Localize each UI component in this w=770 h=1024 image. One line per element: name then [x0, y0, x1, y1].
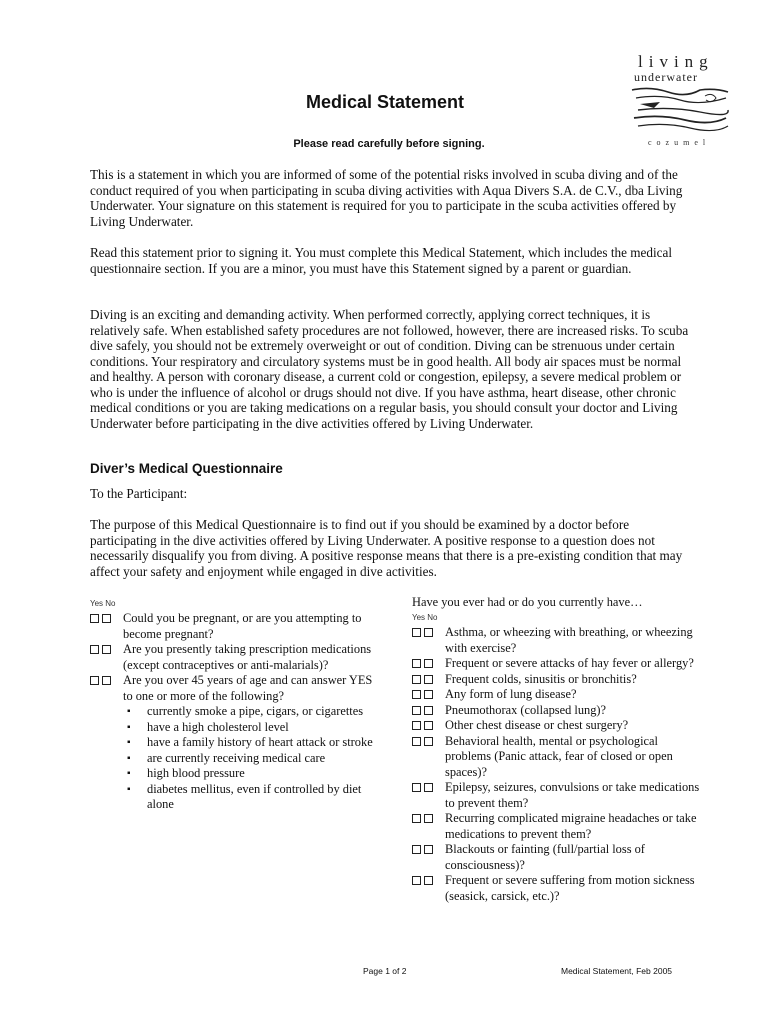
yes-checkbox[interactable]: [412, 737, 421, 746]
list-item: ▪ have a family history of heart attack or stroke: [123, 735, 380, 751]
yes-checkbox[interactable]: [412, 845, 421, 854]
yes-checkbox[interactable]: [412, 675, 421, 684]
yes-checkbox[interactable]: [412, 876, 421, 885]
no-checkbox[interactable]: [102, 676, 111, 685]
risks-paragraph: Diving is an exciting and demanding activity. When performed correctly, applying correct techniques, it is relatively safe. When established safety procedures are not followed, however, there are increased risks. To scuba dive safely, you should not be extremely overweight or out of condition. Diving can be strenuous under certain conditions. Your respiratory and circulatory systems must be in good health. All body air spaces must be normal and healthy. A person with coronary disease, a current cold or congestion, epilepsy, a severe medical problem or who is under the influence of alcohol or drugs should not dive. If you have asthma, heart disease, other chronic medical conditions or you are taking medications on a regular basis, you should consult your doctor and Living Underwater before participating in the dive activities offered by Living Underwater.: [90, 307, 689, 431]
questionnaire-heading: Diver’s Medical Questionnaire: [90, 461, 283, 476]
no-checkbox[interactable]: [424, 721, 433, 730]
question-text: Frequent or severe attacks of hay fever or allergy?: [445, 656, 694, 670]
list-item: ▪ have a high cholesterol level: [123, 720, 380, 736]
no-checkbox[interactable]: [424, 876, 433, 885]
question-item: [90, 673, 380, 704]
yes-checkbox[interactable]: [412, 706, 421, 715]
yes-checkbox[interactable]: [412, 628, 421, 637]
yes-checkbox[interactable]: [90, 676, 99, 685]
age-conditions-list: [90, 704, 380, 813]
question-item: [412, 734, 702, 781]
document-footer: Medical Statement, Feb 2005: [561, 966, 673, 976]
question-item: [412, 625, 702, 656]
question-item: [412, 718, 702, 734]
list-item: ▪ currently smoke a pipe, cigars, or cigarettes: [123, 704, 380, 720]
no-checkbox[interactable]: [424, 659, 433, 668]
question-text: Blackouts or fainting (full/partial loss of consciousness)?: [445, 842, 645, 872]
question-text: Epilepsy, seizures, convulsions or take medications to prevent them?: [445, 780, 700, 810]
no-checkbox[interactable]: [424, 814, 433, 823]
no-checkbox[interactable]: [424, 628, 433, 637]
question-item: [412, 873, 702, 904]
instructions-paragraph: Read this statement prior to signing it. You must complete this Medical Statement, which includes the medical questionnaire section. If you are a minor, you must have this Statement signed by a parent or guardian.: [90, 245, 672, 276]
no-checkbox[interactable]: [424, 783, 433, 792]
question-item: [412, 703, 702, 719]
question-text: Asthma, or wheezing with breathing, or wheezing with exercise?: [445, 625, 693, 655]
list-item: ▪ diabetes mellitus, even if controlled by diet alone: [123, 782, 380, 813]
question-text: Other chest disease or chest surgery?: [445, 718, 629, 732]
page-title: Medical Statement: [305, 92, 465, 112]
no-checkbox[interactable]: [424, 675, 433, 684]
right-column-intro: Have you ever had or do you currently have…: [412, 595, 643, 609]
question-text: Any form of lung disease?: [445, 687, 577, 701]
question-item: [412, 811, 702, 842]
yes-checkbox[interactable]: [412, 721, 421, 730]
yes-no-header: Yes No: [90, 599, 116, 608]
no-checkbox[interactable]: [102, 645, 111, 654]
logo-line-living: living: [638, 52, 714, 71]
intro-paragraph: This is a statement in which you are informed of some of the potential risks involved in scuba diving and of the conduct required of you when participating in scuba diving activities with Aqua Divers S.A. de C.V., dba Living Underwater. Your signature on this statement is required for you to participate in the scuba activities offered by Living Underwater.: [90, 167, 683, 229]
question-item: [412, 672, 702, 688]
question-text: Are you over 45 years of age and can answer YES to one or more of the following?: [123, 673, 373, 703]
questionnaire-intro-paragraph: The purpose of this Medical Questionnaire is to find out if you should be examined by a doctor before participating in the dive activities offered by Living Underwater. A positive response to a question does not necessarily disqualify you from diving. A positive response means that there is a pre-existing condition that may affect your safety and enjoyment while engaged in dive activities.: [90, 517, 683, 579]
logo-line-underwater: underwater: [634, 70, 698, 84]
page-subtitle: Please read carefully before signing.: [293, 138, 485, 150]
question-text: Frequent colds, sinusitis or bronchitis?: [445, 671, 637, 686]
no-checkbox[interactable]: [424, 706, 433, 715]
questionnaire-left-column: [90, 597, 380, 813]
questionnaire-right-column: [412, 595, 702, 904]
question-item: [412, 842, 702, 873]
page-number: Page 1 of 2: [363, 966, 407, 976]
no-checkbox[interactable]: [424, 845, 433, 854]
question-item: [90, 642, 380, 673]
question-text: Recurring complicated migraine headaches or take medications to prevent them?: [445, 811, 697, 841]
question-text: Are you presently taking prescription medications (except contraceptives or anti-malarials)?: [123, 642, 372, 672]
question-text: Pneumothorax (collapsed lung)?: [445, 702, 607, 717]
list-item: ▪ high blood pressure: [123, 766, 380, 782]
no-checkbox[interactable]: [424, 737, 433, 746]
question-item: [412, 687, 702, 703]
question-text: Frequent or severe suffering from motion sickness (seasick, carsick, etc.)?: [445, 873, 695, 903]
question-item: [90, 611, 380, 642]
question-item: [412, 656, 702, 672]
yes-checkbox[interactable]: [90, 645, 99, 654]
question-text: Behavioral health, mental or psychological problems (Panic attack, fear of closed or open spaces)?: [445, 733, 673, 779]
yes-checkbox[interactable]: [412, 659, 421, 668]
list-item: ▪ are currently receiving medical care: [123, 751, 380, 767]
no-checkbox[interactable]: [102, 614, 111, 623]
logo-line-cozumel: cozumel: [648, 138, 711, 147]
yes-checkbox[interactable]: [412, 783, 421, 792]
yes-no-header: Yes No: [412, 613, 438, 622]
yes-checkbox[interactable]: [412, 814, 421, 823]
yes-checkbox[interactable]: [412, 690, 421, 699]
question-item: [412, 780, 702, 811]
question-text: Could you be pregnant, or are you attempting to become pregnant?: [123, 611, 362, 641]
yes-checkbox[interactable]: [90, 614, 99, 623]
no-checkbox[interactable]: [424, 690, 433, 699]
to-participant-label: To the Participant:: [90, 486, 188, 501]
